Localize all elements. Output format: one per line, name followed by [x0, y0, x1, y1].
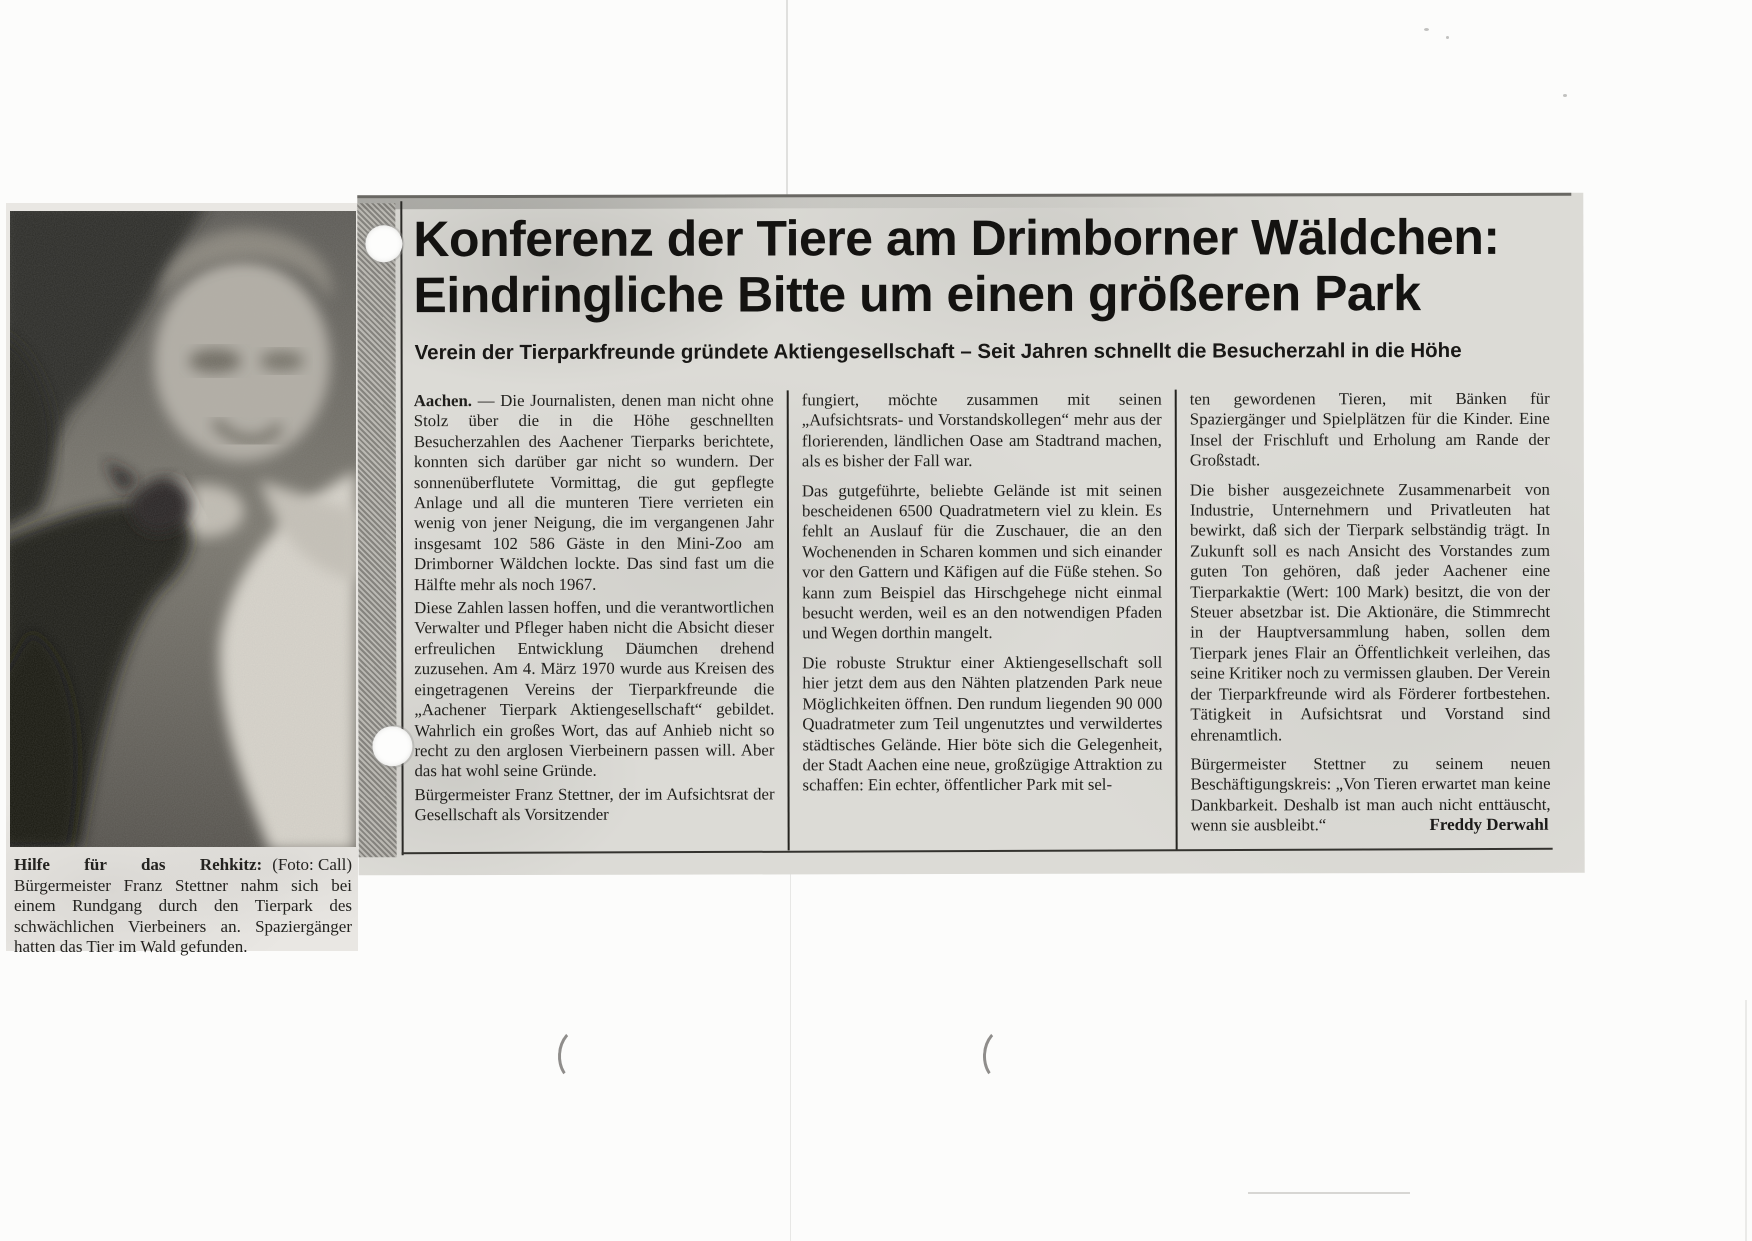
article-column-3: [1190, 389, 1551, 852]
headline-line-2: Eindringliche Bitte um einen größeren Park: [413, 265, 1421, 324]
paragraph: fungiert, möchte zusammen mit seinen „Aufsichtsrats- und Vorstandskollegen“ mehr aus der florierenden, ländlichen Oase am Stadtrand machen, als es bisher der Fall war.: [801, 389, 1162, 471]
scan-smudge: [357, 196, 1215, 209]
paragraph: Bürgermeister Franz Stettner, der im Aufsichtsrat der Gesellschaft als Vorsitzender: [414, 784, 775, 825]
paragraph: Aachen. — Die Journalisten, denen man nicht ohne Stolz über die in die Höhe geschnellten Besucherzahlen des Aachener Tierparks berichtete, konnten sich darüber gar nicht so wundern. Der sonnenüberflutete Vormittag, die gut gepflegte Anlage und all die munteren Tiere verrieten ein wenig von jener Neigung, die im vergangenen Jahr insgesamt 102 586 Gäste in den Mini-Zoo am Drimborner Wäldchen lockte. Das sind fast um die Hälfte mehr als noch 1967.: [413, 390, 775, 594]
paragraph: Diese Zahlen lassen hoffen, und die verantwortlichen Verwalter und Pfleger haben nicht die Absicht dieser erfreulichen Entwicklung Däumchen drehend zuzusehen. Am 4. März 1970 wurde aus Kreisen des eingetragenen Vereins der Tierparkfreunde die „Aachener Tierpark Aktiengesellschaft“ gebildet. Wahrlich ein großes Wort, das auf Anhieb nicht so recht zu den arglosen Vierbeinern passen will. Aber das hat wohl seine Gründe.: [414, 597, 775, 781]
paragraph: Das gutgeführte, beliebte Gelände ist mit seinen bescheidenen 6500 Quadratmetern viel zu klein. Es fehlt an Auslauf für die Zuschauer, die an den Wochenenden in Scharen kommen und sich einander vor den Gattern und Käfigen auf die Füße stehen. So kann zum Beispiel das Hirschgehege nicht einmal besucht werden, weil es an den notwendigen Pfaden und Wegen dorthin mangelt.: [801, 480, 1163, 643]
paragraph: Die bisher ausgezeichnete Zusammenarbeit von Industrie, Unternehmern und Privatleuten hat bewirkt, daß sich der Tierpark selbständig trägt. In Zukunft soll es nach Ansicht des Vorstandes zum guten Ton gehören, daß jeder Aachener eine Tierparkaktie (Wert: 100 Mark) besitzt, die von der Steuer absetzbar ist. Die Aktionäre, die Stimmrecht in der Hauptversammlung haben, sollen dem Tierpark jenes Flair an Öffentlichkeit verleihen, das seine Kritiker noch zu vermissen glauben. Der Verein der Tierparkfreunde wird als Förderer fortbestehen. Tätigkeit in Aufsichtsrat und Vorstand sind ehrenamtlich.: [1189, 479, 1551, 745]
punch-hole: [372, 726, 412, 766]
subheadline: Verein der Tierparkfreunde gründete Aktiengesellschaft – Seit Jahren schnellt die Besucherzahl in die Höhe: [414, 338, 1462, 365]
headline-line-1: Konferenz der Tiere am Drimborner Wäldchen:: [413, 208, 1500, 268]
fold-line: [786, 0, 788, 198]
article-columns: [414, 389, 1551, 853]
fold-line: [1745, 1000, 1747, 1241]
punch-hole: [365, 225, 402, 262]
scan-arc-mark: [556, 1027, 600, 1084]
headline: [413, 209, 1563, 323]
column-rule: [1175, 390, 1178, 850]
article-clipping: [357, 193, 1584, 876]
scan-speck: [1424, 28, 1429, 31]
scan-streak: [1248, 1192, 1410, 1194]
article-column-2: [802, 390, 1163, 853]
photo-caption: [14, 855, 352, 958]
photo-man-feeding-fawn: [10, 211, 356, 847]
paragraph: ten gewordenen Tieren, mit Bänken für Spaziergänger und Spielplätzen für die Kinder. Eine Insel der Frischluft und Erholung am Rande der Großstadt.: [1189, 388, 1550, 470]
column-rule: [787, 390, 790, 850]
caption-text: Bürgermeister Franz Stettner nahm sich bei einem Rundgang durch den Tierpark des schwächlichen Vierbeiners an. Spaziergänger hatten das Tier im Wald gefunden.: [14, 875, 352, 957]
paragraph: Bürgermeister Stettner zu seinem neuen Beschäftigungskreis: „Von Tieren erwartet man keine Dankbarkeit. Deshalb ist man auch nicht enttäuscht, wenn sie ausbleibt.“: [1190, 753, 1551, 835]
fold-line: [790, 872, 791, 1241]
article-column-1: [414, 390, 775, 853]
caption-lead: Hilfe für das Rehkitz:: [14, 855, 263, 874]
dateline: Aachen.: [413, 391, 473, 411]
photo-clipping: [6, 203, 358, 957]
byline-author: Freddy Derwahl: [1429, 814, 1549, 835]
paragraph: Die robuste Struktur einer Aktiengesellschaft soll hier jetzt dem aus den Nähten platzenden Park neue Möglichkeiten öffnen. Den rundum liegenden 90 000 Quadratmeter zum Teil ungenutztes und verwildertes städtisches Gelände. Hier böte sich die Gelegenheit, der Stadt Aachen eine neue, großzügige Attraktion zu schaffen: Ein echter, öffentlicher Park mit sel-: [802, 652, 1163, 795]
scan-speck: [1446, 36, 1449, 39]
scan-speck: [1563, 94, 1567, 97]
scan-arc-mark: [981, 1027, 1025, 1084]
photo-credit: (Foto: Call): [272, 855, 352, 874]
photo-frame: [10, 211, 356, 847]
